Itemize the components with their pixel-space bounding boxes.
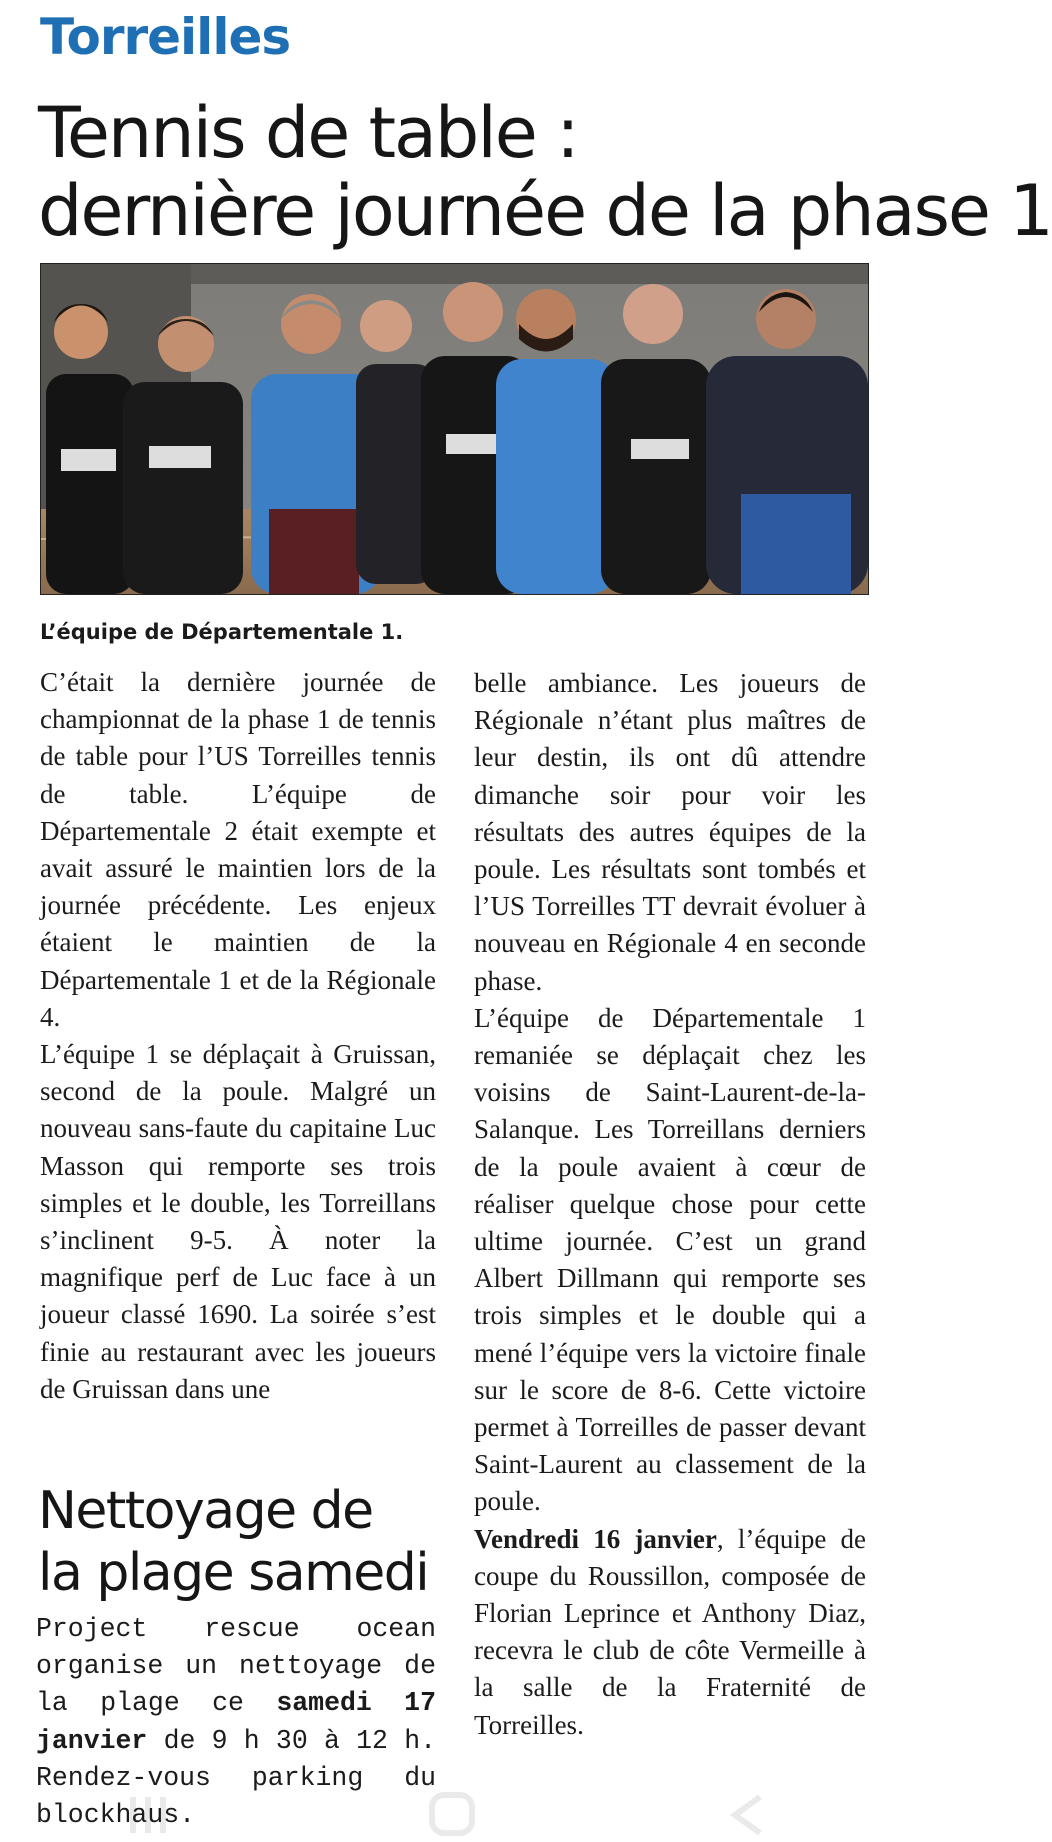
article-paragraph-2-end: belle ambiance. Les joueurs de Régionale n’étant plus maîtres de leur destin, ils ont dû attendre dimanche soir pour voir les résultats des autres équipes de la poule. Les résultats sont tombés et l’US Torreilles TT devrait évoluer à nouveau en Régionale 4 en seconde phase. <box>474 668 866 996</box>
photo-caption: L’équipe de Départementale 1. <box>40 620 404 644</box>
article-column-right <box>474 665 866 1744</box>
nav-icons <box>0 1787 906 1837</box>
brief-headline-line-1: Nettoyage de <box>38 1481 373 1541</box>
article-paragraph-4 <box>474 1521 866 1744</box>
back-icon <box>735 1797 760 1833</box>
article-paragraph-3: L’équipe de Départementale 1 remaniée se déplaçait chez les voisins de Saint-Laurent-de-la-Salanque. Les Torreillans derniers de la poule avaient à cœur de réaliser quelque chose pour cette ultime journée. C’est un grand Albert Dillmann qui remporte ses trois simples et le double qui a mené l’équipe vers la victoire finale sur le score de 8-6. Cette victoire permet à Torreilles de passer devant Saint-Laurent au classement de la poule. <box>474 1002 866 1517</box>
event-date: Vendredi 16 janvier <box>474 1523 717 1554</box>
brief-date: samedi 17 janvier <box>36 1688 436 1756</box>
headline <box>38 92 1052 252</box>
brief-headline <box>38 1480 458 1604</box>
team-photo-illustration <box>41 264 868 594</box>
system-nav-bar <box>0 1787 906 1837</box>
article-paragraph-2-start: L’équipe 1 se déplaçait à Gruissan, second de la poule. Malgré un nouveau sans-faute du capitaine Luc Masson qui remporte ses trois simples et le double, les Torreillans s’inclinent 9-5. À noter la magnifique perf de Luc face à un joueur classé 1690. La soirée s’est finie au restaurant avec les joueurs de Gruissan dans une <box>40 1039 436 1404</box>
headline-line-2: dernière journée de la phase 1 <box>38 170 1052 252</box>
brief-text-end: de 9 h 30 à 12 h. Rendez-vous parking du blockhaus. <box>36 1725 436 1831</box>
article-column-left <box>40 664 436 1408</box>
event-details: , l’équipe de coupe du Roussillon, composée de Florian Leprince et Anthony Diaz, recevra le club de côte Vermeille à la salle de la Fraternité de Torreilles. <box>474 1523 866 1740</box>
headline-line-1: Tennis de table : <box>38 92 578 174</box>
article-paragraph-1: C’était la dernière journée de championnat de la phase 1 de tennis de table pour l’US Torreilles tennis de table. L’équipe de Départementale 2 était exempte et avait assuré le maintien lors de la journée précédente. Les enjeux étaient le maintien de la Départementale 1 et de la Régionale 4. <box>40 667 436 1032</box>
home-icon <box>432 1795 472 1833</box>
team-photo <box>40 263 869 595</box>
section-title: Torreilles <box>40 8 291 66</box>
brief-headline-line-2: la plage samedi <box>38 1543 429 1603</box>
brief-text-start: Project rescue ocean organise un nettoyage de la plage ce <box>36 1614 436 1719</box>
recents-icon <box>130 1797 166 1833</box>
